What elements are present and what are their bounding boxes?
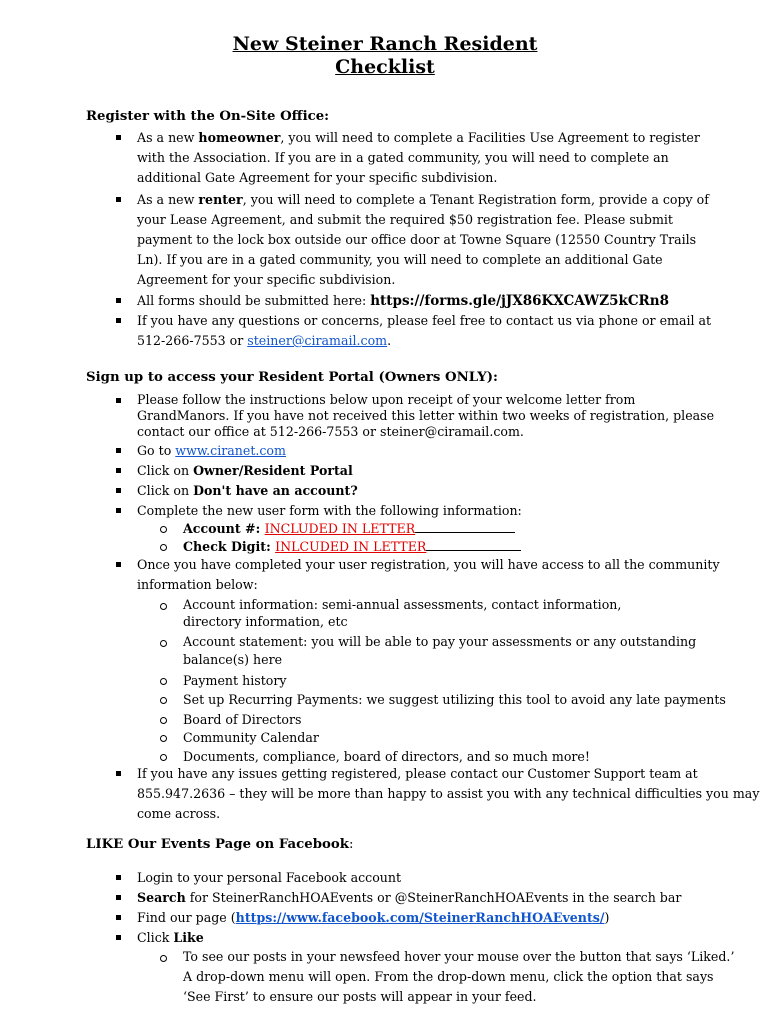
list-item-access-info: Once you have completed your user registration, you will have access to all the community information below: (137, 557, 720, 592)
bullet-circle-icon (160, 697, 167, 704)
bullet-circle-icon (160, 955, 167, 962)
list-item-no-account: Click on Don't have an account? (137, 483, 358, 498)
bullet-square-icon (116, 398, 121, 403)
list-item-goto: Go to www.ciranet.com (137, 443, 286, 458)
bullet-circle-icon (160, 640, 167, 647)
sub-item-calendar: Community Calendar (183, 730, 319, 745)
bullet-square-icon (116, 468, 121, 473)
list-item-user-form: Complete the new user form with the following information: (137, 503, 522, 518)
sub-item-account-number: Account #: INCLUDED IN LETTER (183, 519, 515, 539)
sub-item-account-statement: Account statement: you will be able to pay your assessments or any outstanding balance(s) here (183, 634, 697, 667)
list-item-owner-portal: Click on Owner/Resident Portal (137, 463, 353, 478)
sub-item-account-information: Account information: semi-annual assessments, contact information, directory information, etc (183, 597, 622, 629)
section-heading-facebook: LIKE Our Events Page on Facebook: (86, 837, 354, 852)
bullet-square-icon (116, 135, 121, 140)
list-item-welcome-letter: Please follow the instructions below upon receipt of your welcome letter from GrandManors. If you have not received this letter within two weeks of registration, please contact our office at 512-266-7553 or steiner@ciramail.com. (137, 392, 715, 439)
bullet-circle-icon (160, 544, 167, 551)
bullet-circle-icon (160, 526, 167, 533)
list-item-login: Login to your personal Facebook account (137, 870, 402, 885)
list-item-questions: If you have any questions or concerns, please feel free to contact us via phone or email at 512-266-7553 or steiner@ciramail.com. (137, 313, 712, 348)
bullet-circle-icon (160, 735, 167, 742)
bullet-square-icon (116, 935, 121, 940)
sub-item-board: Board of Directors (183, 712, 302, 727)
forms-link[interactable]: https://forms.gle/jJX86KXCAWZ5kCRn8 (370, 293, 669, 309)
document-title-line1: New Steiner Ranch Resident (232, 33, 538, 55)
bullet-square-icon (116, 318, 121, 323)
email-link[interactable]: steiner@ciramail.com (247, 333, 388, 348)
list-item-click-like: Click Like (137, 930, 204, 945)
section-heading-portal: Sign up to access your Resident Portal (Owners ONLY): (86, 370, 498, 385)
bullet-square-icon (116, 771, 121, 776)
list-item-support: If you have any issues getting registered, please contact our Customer Support team at 855.947.2636 – they will be more than happy to assist you with any technical difficulties you may come across. (137, 766, 760, 821)
list-item-forms: All forms should be submitted here: https://forms.gle/jJX86KXCAWZ5kCRn8 (137, 293, 669, 309)
sub-item-payment-history: Payment history (183, 673, 287, 688)
list-item-renter: As a new renter, you will need to complete a Tenant Registration form, provide a copy of your Lease Agreement, and submit the required $50 registration fee. Please submit payment to the lock box outside our office door at Towne Square (12550 Country Trails Ln). If you are in a gated community, you will need to complete an additional Gate Agreement for your specific subdivision. (137, 192, 709, 287)
bullet-circle-icon (160, 678, 167, 685)
bullet-square-icon (116, 915, 121, 920)
bullet-square-icon (116, 508, 121, 513)
sub-item-recurring-payments: Set up Recurring Payments: we suggest utilizing this tool to avoid any late payments (183, 692, 726, 707)
bullet-square-icon (116, 895, 121, 900)
sub-item-documents: Documents, compliance, board of directors, and so much more! (183, 749, 590, 764)
bullet-circle-icon (160, 603, 167, 610)
bullet-circle-icon (160, 717, 167, 724)
facebook-link[interactable]: https://www.facebook.com/SteinerRanchHOAEvents/ (235, 910, 605, 925)
bullet-square-icon (116, 197, 121, 202)
list-item-homeowner: As a new homeowner, you will need to complete a Facilities Use Agreement to register with the Association. If you are in a gated community, you will need to complete an additional Gate Agreement for your specific subdivision. (137, 130, 700, 185)
bullet-square-icon (116, 562, 121, 567)
bullet-square-icon (116, 298, 121, 303)
list-item-find-page: Find our page (https://www.facebook.com/SteinerRanchHOAEvents/) (137, 910, 610, 925)
list-item-search: Search for SteinerRanchHOAEvents or @SteinerRanchHOAEvents in the search bar (137, 890, 682, 905)
document-title-line2: Checklist (335, 56, 435, 78)
section-heading-register: Register with the On-Site Office: (86, 109, 330, 124)
sub-item-check-digit: Check Digit: INLCUDED IN LETTER (183, 537, 521, 557)
ciranet-link[interactable]: www.ciranet.com (175, 443, 286, 458)
bullet-square-icon (116, 448, 121, 453)
bullet-square-icon (116, 875, 121, 880)
sub-item-see-first: To see our posts in your newsfeed hover your mouse over the button that says ‘Liked.’ A drop-down menu will open. From the drop-down menu, click the option that says ‘See First’ to ensure our posts will appear in your feed. (183, 949, 735, 1004)
bullet-square-icon (116, 488, 121, 493)
bullet-circle-icon (160, 754, 167, 761)
